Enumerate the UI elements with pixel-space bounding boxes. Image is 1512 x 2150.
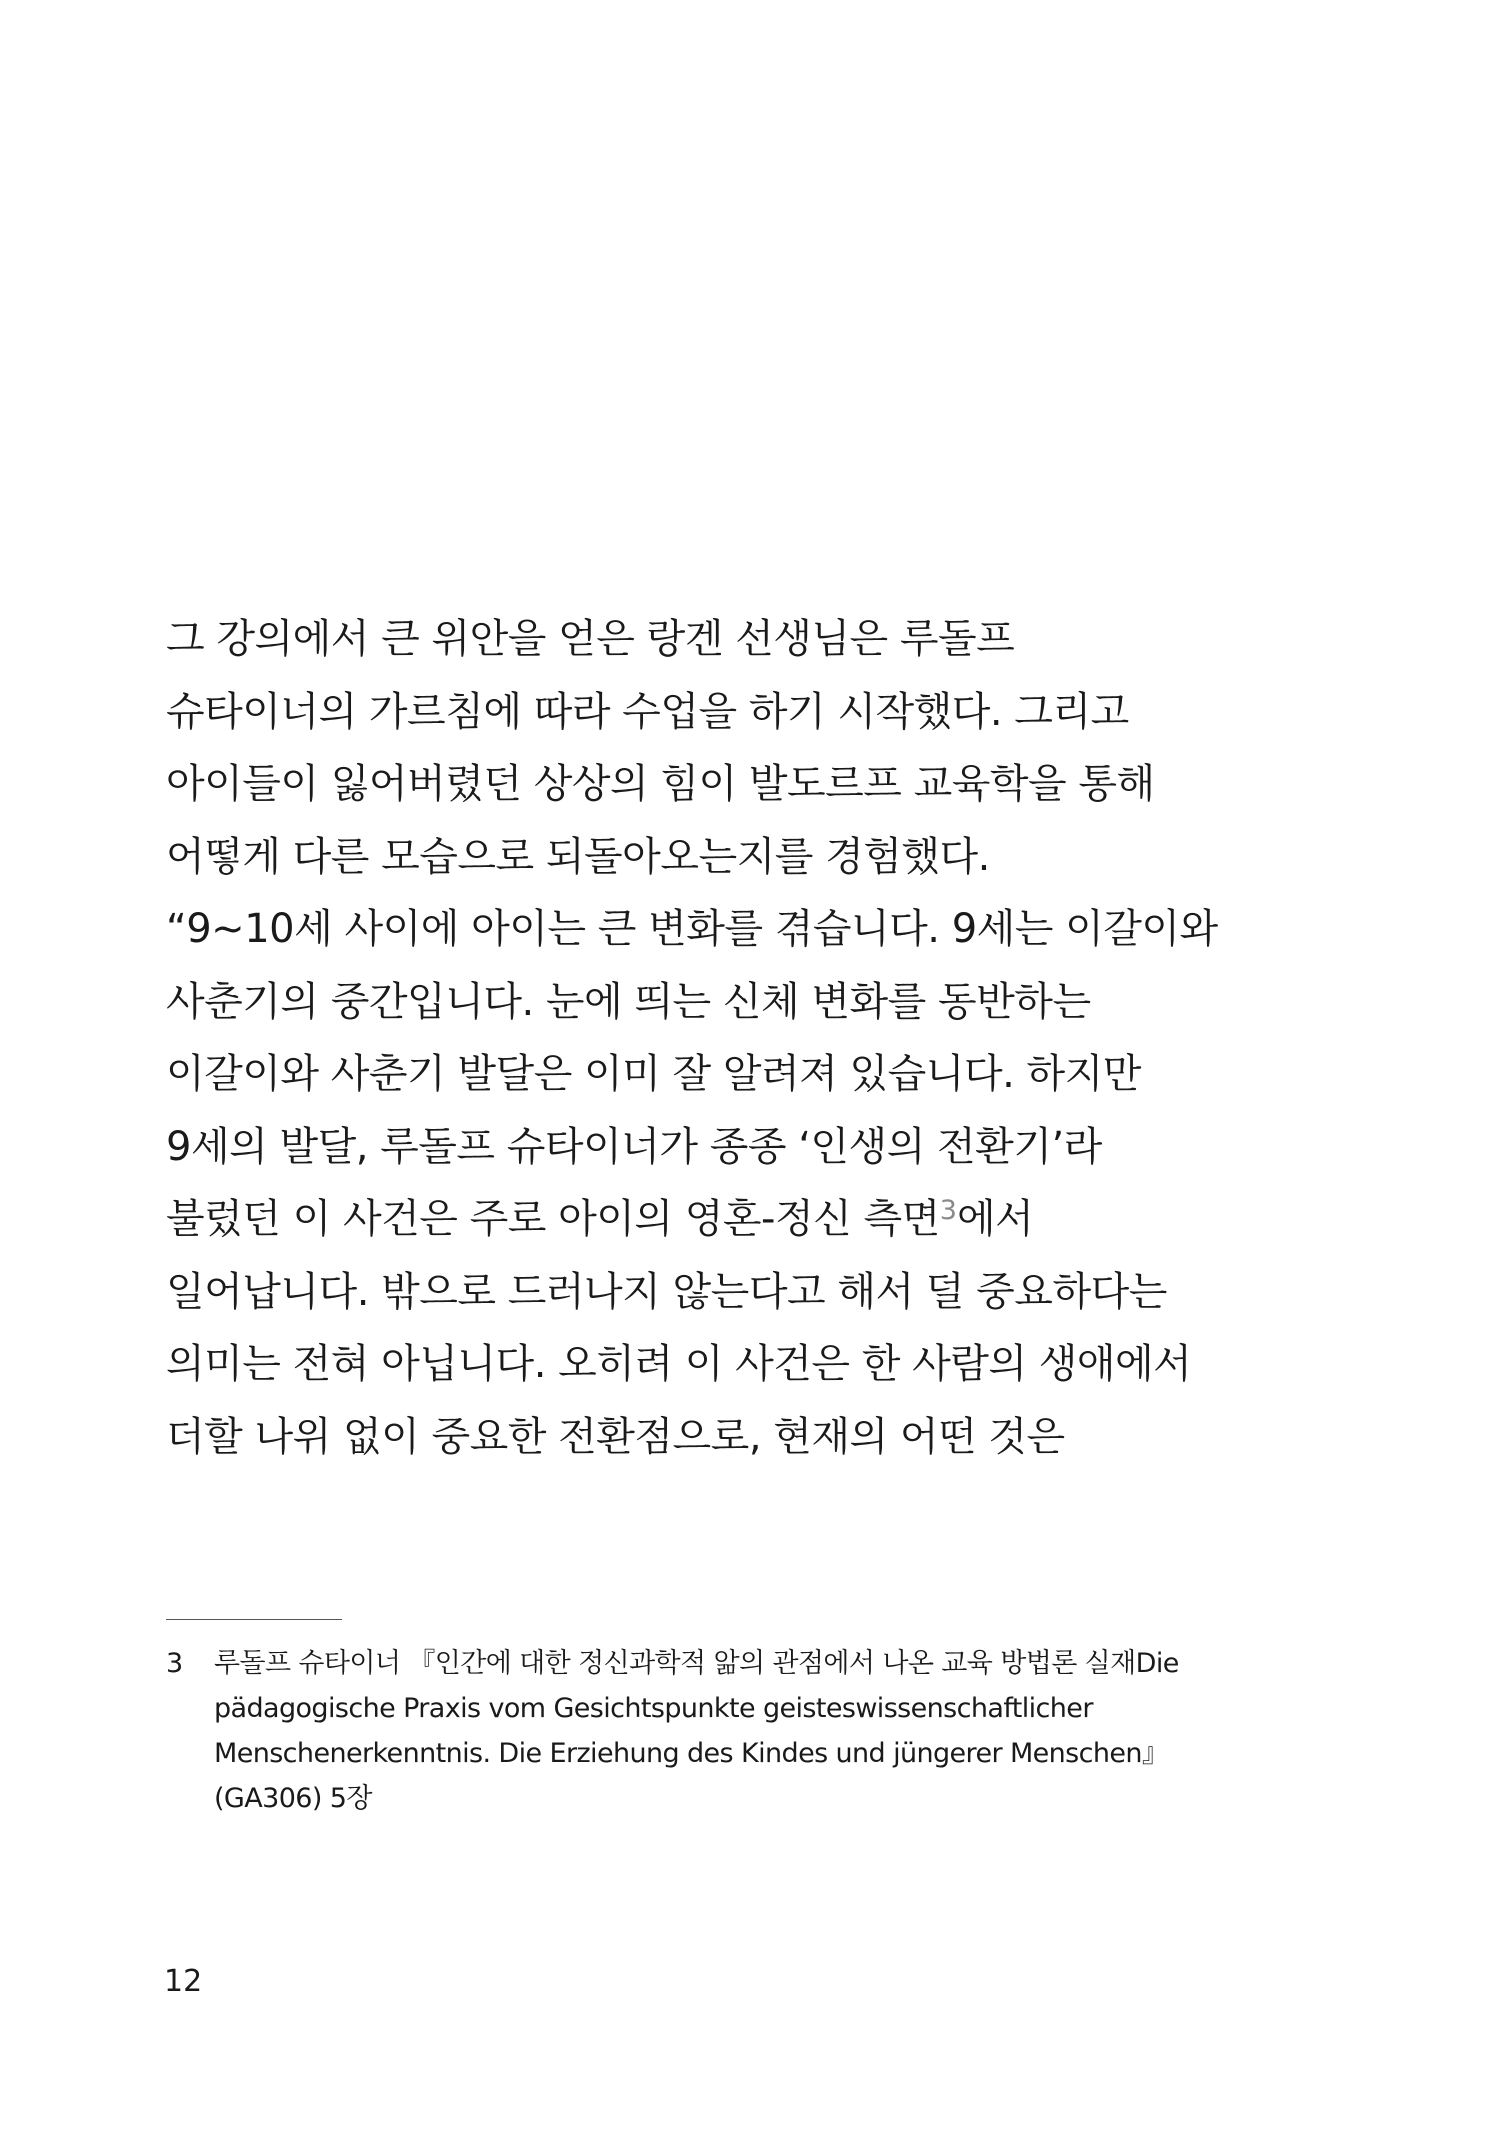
body-line: 이갈이와 사춘기 발달은 이미 잘 알려져 있습니다. 하지만 [166, 1051, 1141, 1097]
page-number: 12 [164, 1964, 203, 1999]
footnote-line: (GA306) 5장 [214, 1783, 372, 1814]
body-line: 9세의 발달, 루돌프 슈타이너가 종종 ‘인생의 전환기’라 [166, 1123, 1102, 1170]
body-line: 어떻게 다른 모습으로 되돌아오는지를 경험했다. [166, 833, 990, 880]
body-line: 아이들이 잃어버렸던 상상의 힘이 발도르프 교육학을 통해 [166, 761, 1155, 807]
body-line: 더할 나위 없이 중요한 전환점으로, 현재의 어떤 것은 [166, 1413, 1065, 1460]
body-line-part: 에서 [956, 1196, 1034, 1242]
footnote-text [214, 1641, 1354, 1821]
footnote-reference[interactable]: 3 [939, 1195, 957, 1226]
body-line: 사춘기의 중간입니다. 눈에 띄는 신체 변화를 동반하는 [166, 978, 1091, 1025]
body-line-part: 불렀던 이 사건은 주로 아이의 영혼-정신 측면 [166, 1196, 940, 1242]
footnote-divider [166, 1619, 342, 1620]
body-line: 일어납니다. 밖으로 드러나지 않는다고 해서 덜 중요하다는 [166, 1268, 1167, 1315]
footnote-number: 3 [166, 1648, 183, 1679]
body-line-with-footnote-ref [166, 1183, 1346, 1256]
footnote-line: 루돌프 슈타이너 『인간에 대한 정신과학적 앎의 관점에서 나온 교육 방법론 실재Die [214, 1648, 1179, 1679]
footnote-line: pädagogische Praxis vom Gesichtspunkte geisteswissenschaftlicher [214, 1693, 1093, 1724]
body-line: 슈타이너의 가르침에 따라 수업을 하기 시작했다. 그리고 [166, 688, 1129, 735]
body-line: 의미는 전혀 아닙니다. 오히려 이 사건은 한 사람의 생애에서 [166, 1341, 1192, 1387]
body-line: 그 강의에서 큰 위안을 얻은 랑겐 선생님은 루돌프 [166, 616, 1015, 662]
body-text [166, 603, 1346, 1473]
footnote-line: Menschenerkenntnis. Die Erziehung des Kindes und jüngerer Menschen』 [214, 1738, 1169, 1769]
body-line: “9~10세 사이에 아이는 큰 변화를 겪습니다. 9세는 이갈이와 [166, 906, 1218, 952]
